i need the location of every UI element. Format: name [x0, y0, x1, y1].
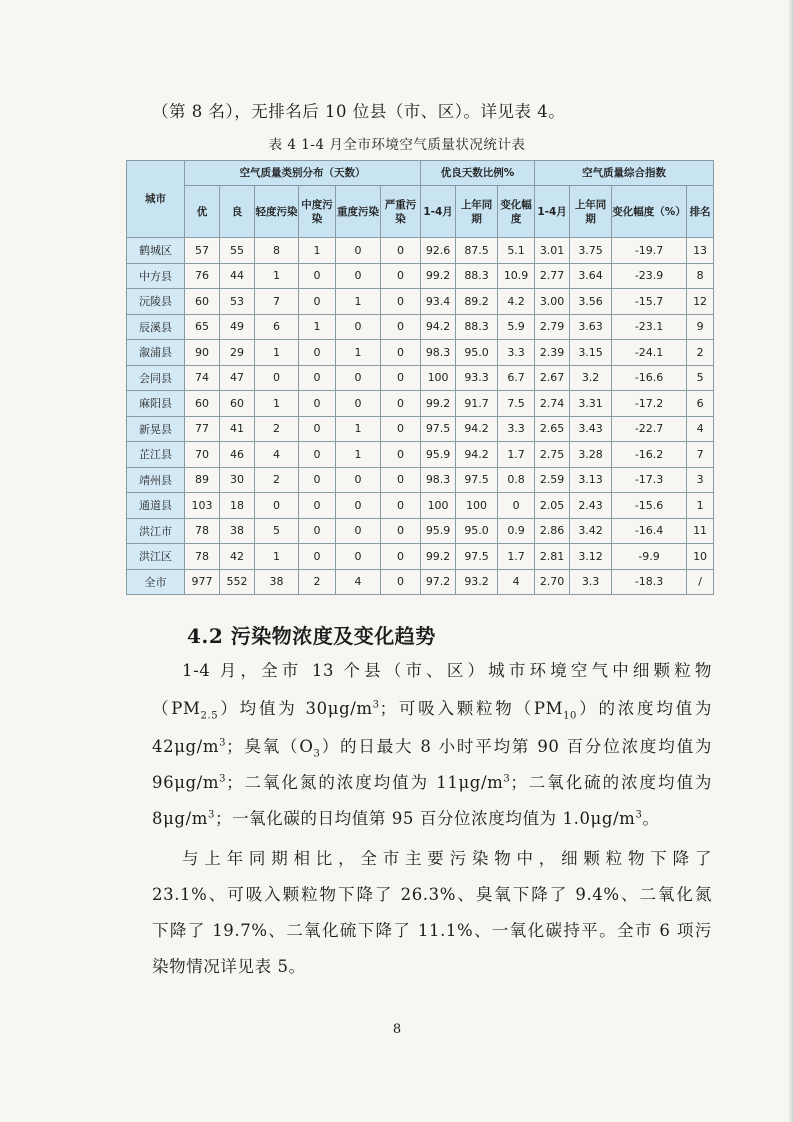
table-cell-i3: -17.2 [612, 391, 687, 417]
table-cell-r1: 100 [421, 365, 456, 391]
table-cell-zzd: 1 [336, 442, 381, 468]
table-cell-zzd: 0 [336, 238, 381, 264]
table-cell-rank: 9 [687, 314, 714, 340]
table-row [127, 365, 714, 391]
header-city: 城市 [127, 161, 185, 238]
table-cell-r3: 5.9 [498, 314, 535, 340]
table-cell-i3: -19.7 [612, 238, 687, 264]
table-cell-r3: 4 [498, 569, 535, 595]
table-cell-r2: 89.2 [456, 289, 498, 315]
table-cell-qd: 1 [255, 340, 299, 366]
table-cell-you: 57 [185, 238, 220, 264]
table-cell-city: 通道县 [127, 493, 185, 519]
table-cell-r3: 0.8 [498, 467, 535, 493]
table-row [127, 442, 714, 468]
table-cell-rank: 11 [687, 518, 714, 544]
table-cell-i2: 3.64 [570, 263, 612, 289]
paragraph-1-line-3: $42\mu g/m^3$；臭氧$(O_3)$的日最大 8 小时平均第 90 百分位浓度均值为 [152, 737, 712, 760]
table-cell-liang: 49 [220, 314, 255, 340]
table-cell-rank: 7 [687, 442, 714, 468]
table-body [127, 238, 714, 595]
header-severe-pollution: 严重污染 [381, 186, 421, 238]
table-row [127, 518, 714, 544]
table-cell-i2: 3.15 [570, 340, 612, 366]
table-cell-qd: 5 [255, 518, 299, 544]
table-cell-i1: 3.00 [535, 289, 570, 315]
table-cell-zzd: 1 [336, 289, 381, 315]
table-cell-r1: 97.5 [421, 416, 456, 442]
header-index-period: 1-4月 [535, 186, 570, 238]
header-you: 优 [185, 186, 220, 238]
table-cell-i1: 2.59 [535, 467, 570, 493]
table-cell-i2: 3.63 [570, 314, 612, 340]
table-cell-r3: 6.7 [498, 365, 535, 391]
table-cell-city: 沅陵县 [127, 289, 185, 315]
table-cell-i2: 3.13 [570, 467, 612, 493]
table-cell-qd: 0 [255, 493, 299, 519]
table-row [127, 263, 714, 289]
table-cell-i3: -23.9 [612, 263, 687, 289]
table-cell-r1: 94.2 [421, 314, 456, 340]
table-cell-r3: 4.2 [498, 289, 535, 315]
table-cell-rank: / [687, 569, 714, 595]
table-cell-i2: 3.28 [570, 442, 612, 468]
table-cell-r2: 95.0 [456, 518, 498, 544]
table-cell-you: 74 [185, 365, 220, 391]
table-cell-zzd: 0 [336, 314, 381, 340]
header-index-change: 变化幅度（%） [612, 186, 687, 238]
table-cell-zzd: 1 [336, 416, 381, 442]
table-cell-i2: 3.3 [570, 569, 612, 595]
table-cell-zd: 0 [299, 391, 336, 417]
table-cell-i3: -18.3 [612, 569, 687, 595]
table-cell-city: 麻阳县 [127, 391, 185, 417]
table-cell-zd: 1 [299, 314, 336, 340]
table-cell-yz: 0 [381, 365, 421, 391]
table-cell-liang: 38 [220, 518, 255, 544]
table-cell-r3: 0.9 [498, 518, 535, 544]
header-moderate-pollution: 中度污染 [299, 186, 336, 238]
air-quality-table [126, 160, 714, 595]
table-cell-yz: 0 [381, 544, 421, 570]
table-cell-r1: 98.3 [421, 340, 456, 366]
table-cell-yz: 0 [381, 314, 421, 340]
intro-line: （第 8 名），无排名后 10 位县（市、区）。详见表 4。 [152, 102, 566, 121]
table-cell-you: 78 [185, 518, 220, 544]
table-row [127, 314, 714, 340]
table-row [127, 289, 714, 315]
table-row [127, 569, 714, 595]
table-cell-city: 鹤城区 [127, 238, 185, 264]
table-cell-zd: 1 [299, 238, 336, 264]
table-cell-i2: 2.43 [570, 493, 612, 519]
table-cell-r2: 88.3 [456, 263, 498, 289]
page-number: 8 [392, 1022, 402, 1037]
table-cell-r3: 7.5 [498, 391, 535, 417]
table-cell-qd: 1 [255, 544, 299, 570]
table-cell-r2: 94.2 [456, 416, 498, 442]
table-cell-you: 76 [185, 263, 220, 289]
header-liang: 良 [220, 186, 255, 238]
table-cell-liang: 30 [220, 467, 255, 493]
table-cell-r2: 88.3 [456, 314, 498, 340]
paragraph-2-line-2: 23.1%、可吸入颗粒物下降了 26.3%、臭氧下降了 9.4%、二氧化氮 [152, 885, 712, 904]
header-index-group: 空气质量综合指数 [535, 161, 714, 186]
paragraph-2-line-1: 与上年同期相比，全市主要污染物中，细颗粒物下降了 [182, 849, 712, 868]
table-cell-i2: 3.75 [570, 238, 612, 264]
page-edge-shadow [788, 0, 794, 1122]
header-ratio-last-year: 上年同期 [456, 186, 498, 238]
paragraph-1-line-2: $(PM_{2.5})$均值为 $30\mu g/m^3$；可吸入颗粒物$(PM_{10})$的浓度均值为 [152, 699, 712, 722]
table-cell-yz: 0 [381, 391, 421, 417]
table-cell-r2: 87.5 [456, 238, 498, 264]
table-row [127, 493, 714, 519]
table-cell-liang: 60 [220, 391, 255, 417]
table-cell-zzd: 0 [336, 518, 381, 544]
table-cell-city: 洪江市 [127, 518, 185, 544]
table-cell-zzd: 0 [336, 391, 381, 417]
table-cell-r1: 99.2 [421, 544, 456, 570]
header-ratio-period: 1-4月 [421, 186, 456, 238]
table-cell-liang: 41 [220, 416, 255, 442]
table-cell-i3: -15.6 [612, 493, 687, 519]
table-cell-r1: 100 [421, 493, 456, 519]
table-cell-you: 60 [185, 391, 220, 417]
table-cell-zd: 2 [299, 569, 336, 595]
table-cell-qd: 7 [255, 289, 299, 315]
table-cell-qd: 0 [255, 365, 299, 391]
table-cell-liang: 29 [220, 340, 255, 366]
table-cell-city: 溆浦县 [127, 340, 185, 366]
table-cell-you: 78 [185, 544, 220, 570]
table-cell-you: 70 [185, 442, 220, 468]
table-cell-zd: 0 [299, 544, 336, 570]
paragraph-2-line-3: 下降了 19.7%、二氧化硫下降了 11.1%、一氧化碳持平。全市 6 项污 [152, 921, 712, 940]
paragraph-1-line-5: $8\mu g/m^3$；一氧化碳的日均值第 95 百分位浓度均值为 $1.0\mu g/m^3$。 [152, 809, 660, 828]
table-cell-r1: 92.6 [421, 238, 456, 264]
table-cell-r1: 97.2 [421, 569, 456, 595]
table-cell-r1: 95.9 [421, 518, 456, 544]
table-cell-city: 会同县 [127, 365, 185, 391]
table-cell-r2: 100 [456, 493, 498, 519]
paragraph-2-line-4: 染物情况详见表 5。 [152, 957, 306, 976]
table-cell-liang: 47 [220, 365, 255, 391]
table-cell-city: 新晃县 [127, 416, 185, 442]
table-cell-r3: 0 [498, 493, 535, 519]
table-cell-r2: 91.7 [456, 391, 498, 417]
table-cell-you: 60 [185, 289, 220, 315]
table-cell-yz: 0 [381, 518, 421, 544]
table-cell-city: 洪江区 [127, 544, 185, 570]
table-cell-zzd: 0 [336, 263, 381, 289]
table-cell-qd: 1 [255, 391, 299, 417]
table-cell-liang: 18 [220, 493, 255, 519]
paragraph-1-line-1: 1-4 月，全市 13 个县（市、区）城市环境空气中细颗粒物 [182, 661, 712, 680]
table-cell-r1: 99.2 [421, 391, 456, 417]
table-cell-qd: 2 [255, 467, 299, 493]
table-cell-i3: -17.3 [612, 467, 687, 493]
table-cell-yz: 0 [381, 493, 421, 519]
table-cell-i1: 2.65 [535, 416, 570, 442]
table-cell-r3: 3.3 [498, 340, 535, 366]
table-cell-liang: 53 [220, 289, 255, 315]
table-cell-you: 977 [185, 569, 220, 595]
table-cell-i1: 2.67 [535, 365, 570, 391]
table-cell-zd: 0 [299, 442, 336, 468]
table-cell-i3: -15.7 [612, 289, 687, 315]
header-ratio-group: 优良天数比例% [421, 161, 535, 186]
table-cell-zd: 0 [299, 416, 336, 442]
table-cell-r1: 95.9 [421, 442, 456, 468]
table-cell-r3: 3.3 [498, 416, 535, 442]
table-cell-zd: 0 [299, 365, 336, 391]
table-cell-r1: 99.2 [421, 263, 456, 289]
table-cell-rank: 1 [687, 493, 714, 519]
table-cell-zzd: 1 [336, 340, 381, 366]
table-row [127, 467, 714, 493]
table-cell-zd: 0 [299, 263, 336, 289]
table-cell-r2: 97.5 [456, 467, 498, 493]
table-cell-you: 65 [185, 314, 220, 340]
table-cell-r2: 95.0 [456, 340, 498, 366]
table-cell-yz: 0 [381, 416, 421, 442]
table-cell-city: 辰溪县 [127, 314, 185, 340]
table-row [127, 416, 714, 442]
table-cell-r2: 93.2 [456, 569, 498, 595]
table-cell-zzd: 0 [336, 467, 381, 493]
table-cell-i1: 2.74 [535, 391, 570, 417]
header-rank: 排名 [687, 186, 714, 238]
table-cell-zzd: 4 [336, 569, 381, 595]
table-cell-r2: 93.3 [456, 365, 498, 391]
table-cell-r1: 93.4 [421, 289, 456, 315]
table-cell-i1: 2.75 [535, 442, 570, 468]
table-cell-i1: 3.01 [535, 238, 570, 264]
table-cell-rank: 4 [687, 416, 714, 442]
table-cell-zzd: 0 [336, 365, 381, 391]
paragraph-1-line-4: $96\mu g/m^3$；二氧化氮的浓度均值为 $11\mu g/m^3$；二氧化硫的浓度均值为 [152, 773, 713, 792]
table-cell-i1: 2.77 [535, 263, 570, 289]
table-cell-r3: 1.7 [498, 442, 535, 468]
table-cell-r2: 97.5 [456, 544, 498, 570]
table-cell-zzd: 0 [336, 493, 381, 519]
table-cell-r1: 98.3 [421, 467, 456, 493]
table-cell-i3: -9.9 [612, 544, 687, 570]
table-cell-zd: 0 [299, 493, 336, 519]
table-cell-liang: 552 [220, 569, 255, 595]
table-cell-city: 芷江县 [127, 442, 185, 468]
table-row [127, 340, 714, 366]
table-cell-zzd: 0 [336, 544, 381, 570]
table-cell-yz: 0 [381, 442, 421, 468]
table-cell-i2: 3.31 [570, 391, 612, 417]
header-days-group: 空气质量类别分布（天数） [185, 161, 421, 186]
table-cell-rank: 5 [687, 365, 714, 391]
section-heading: 4.2 污染物浓度及变化趋势 [187, 624, 436, 648]
table-cell-zd: 0 [299, 467, 336, 493]
table-cell-i1: 2.81 [535, 544, 570, 570]
table-cell-i3: -16.2 [612, 442, 687, 468]
table-row [127, 238, 714, 264]
table-cell-i3: -24.1 [612, 340, 687, 366]
table-cell-yz: 0 [381, 263, 421, 289]
table-cell-i1: 2.39 [535, 340, 570, 366]
header-index-last-year: 上年同期 [570, 186, 612, 238]
table-cell-rank: 13 [687, 238, 714, 264]
table-cell-i1: 2.70 [535, 569, 570, 595]
table-cell-i2: 3.12 [570, 544, 612, 570]
table-row [127, 544, 714, 570]
table-cell-zd: 0 [299, 289, 336, 315]
table-cell-you: 77 [185, 416, 220, 442]
table-cell-i3: -16.6 [612, 365, 687, 391]
table-cell-i3: -16.4 [612, 518, 687, 544]
table-cell-yz: 0 [381, 569, 421, 595]
table-cell-liang: 46 [220, 442, 255, 468]
table-cell-i2: 3.42 [570, 518, 612, 544]
table-cell-rank: 2 [687, 340, 714, 366]
table-cell-i1: 2.05 [535, 493, 570, 519]
table-cell-you: 90 [185, 340, 220, 366]
table-cell-r3: 1.7 [498, 544, 535, 570]
table-cell-liang: 44 [220, 263, 255, 289]
table-row [127, 391, 714, 417]
table-cell-yz: 0 [381, 467, 421, 493]
table-cell-rank: 8 [687, 263, 714, 289]
table-cell-city: 全市 [127, 569, 185, 595]
header-light-pollution: 轻度污染 [255, 186, 299, 238]
table-cell-liang: 55 [220, 238, 255, 264]
table-cell-i3: -23.1 [612, 314, 687, 340]
table-cell-qd: 2 [255, 416, 299, 442]
table-cell-i2: 3.43 [570, 416, 612, 442]
table-cell-qd: 8 [255, 238, 299, 264]
table-cell-r2: 94.2 [456, 442, 498, 468]
table-cell-you: 103 [185, 493, 220, 519]
table-cell-yz: 0 [381, 340, 421, 366]
table-cell-rank: 10 [687, 544, 714, 570]
table-cell-r3: 5.1 [498, 238, 535, 264]
table-cell-i3: -22.7 [612, 416, 687, 442]
table-cell-zd: 0 [299, 340, 336, 366]
table-cell-i1: 2.86 [535, 518, 570, 544]
table-caption: 表 4 1-4 月全市环境空气质量状况统计表 [268, 137, 526, 153]
table-cell-you: 89 [185, 467, 220, 493]
table-cell-yz: 0 [381, 289, 421, 315]
table-cell-qd: 1 [255, 263, 299, 289]
table-cell-rank: 6 [687, 391, 714, 417]
table-cell-i1: 2.79 [535, 314, 570, 340]
header-heavy-pollution: 重度污染 [336, 186, 381, 238]
table-cell-qd: 38 [255, 569, 299, 595]
table-cell-r3: 10.9 [498, 263, 535, 289]
table-cell-city: 靖州县 [127, 467, 185, 493]
table-cell-liang: 42 [220, 544, 255, 570]
header-ratio-change: 变化幅度 [498, 186, 535, 238]
table-cell-i2: 3.56 [570, 289, 612, 315]
table-cell-qd: 4 [255, 442, 299, 468]
table-cell-qd: 6 [255, 314, 299, 340]
table-cell-rank: 3 [687, 467, 714, 493]
table-cell-rank: 12 [687, 289, 714, 315]
table-cell-zd: 0 [299, 518, 336, 544]
table-cell-i2: 3.2 [570, 365, 612, 391]
table-cell-yz: 0 [381, 238, 421, 264]
table-cell-city: 中方县 [127, 263, 185, 289]
